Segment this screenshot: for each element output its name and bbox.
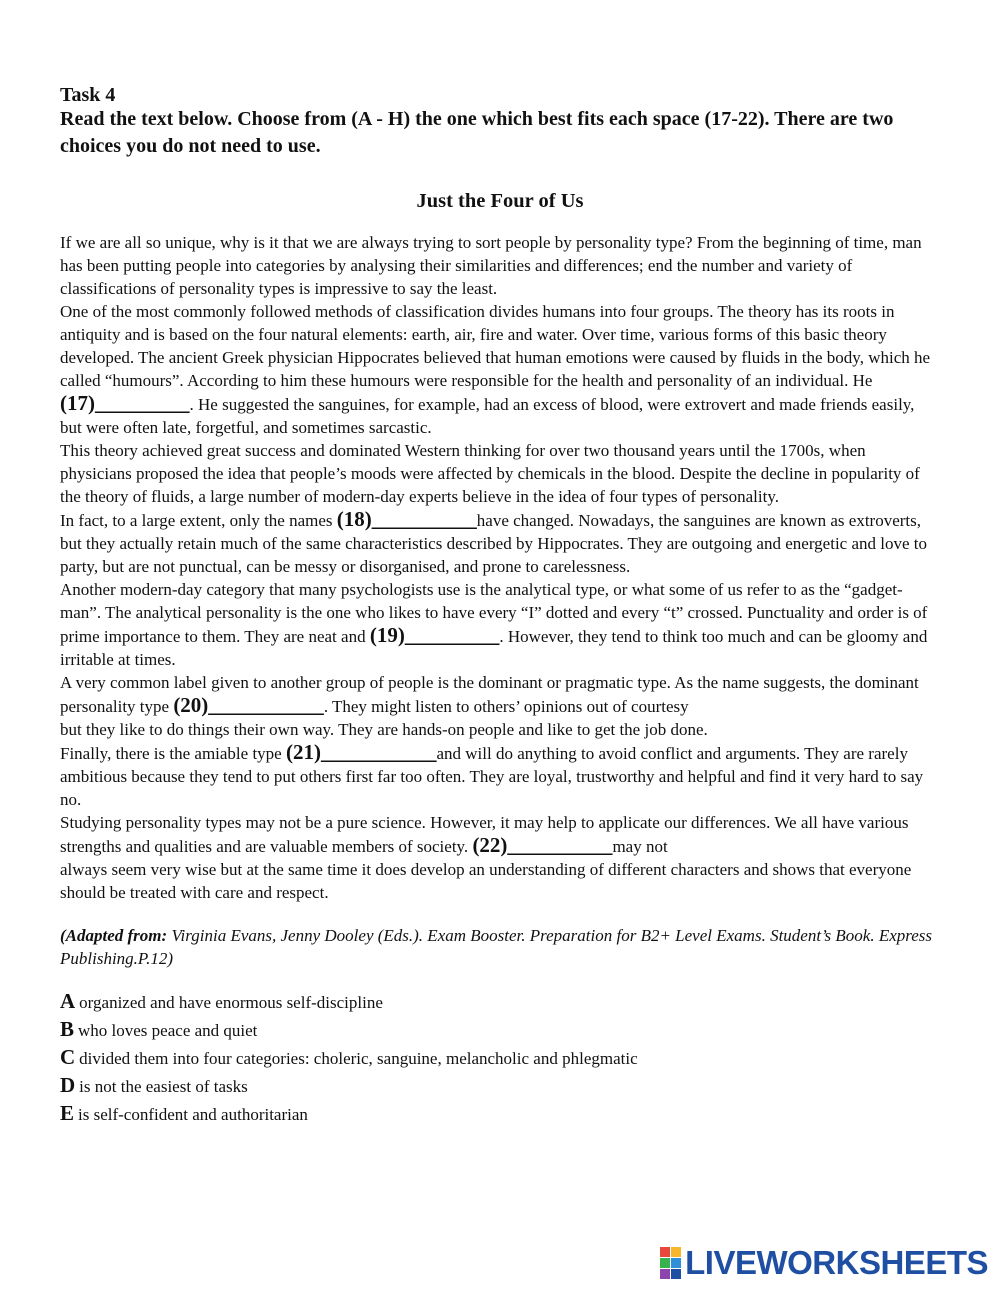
- option-a[interactable]: [60, 988, 940, 1016]
- source-citation: [60, 924, 940, 970]
- option-b[interactable]: [60, 1016, 940, 1044]
- paragraph-6-part-a: A very common label given to another group of people is the dominant or pragmatic type. As the name suggests, the dominant personality type: [60, 673, 919, 716]
- source-prefix: (Adapted from:: [60, 926, 168, 945]
- paragraph-7-part-a: Finally, there is the amiable type: [60, 744, 286, 763]
- paragraph-7: [60, 741, 940, 811]
- task-title: Task 4: [60, 84, 116, 106]
- paragraph-4-part-b: have changed. Nowadays, the sanguines are known as extroverts, but they actually retain much of the same characteristics described by Hippocrates. They are outgoing and energetic and love to party, but are not punctual, can be messy or disorganised, and prone to carelessness.: [60, 511, 927, 576]
- paragraph-7-part-b: and will do anything to avoid conflict and arguments. They are rarely ambitious because they tend to put others first far too often. They are loyal, trustworthy and helpful and find it very hard to say no.: [60, 744, 924, 809]
- gap-19[interactable]: (19)_________: [369, 623, 500, 647]
- paragraph-6-continued: but they like to do things their own way. They are hands-on people and like to get the job done.: [60, 720, 708, 739]
- logo-mark-icon: [660, 1247, 681, 1279]
- logo-mark-square: [660, 1247, 670, 1257]
- gap-20[interactable]: (20)___________: [173, 693, 324, 717]
- option-text: organized and have enormous self-discipline: [79, 993, 383, 1012]
- option-letter: A: [60, 989, 76, 1013]
- logo-mark-square: [671, 1258, 681, 1268]
- paragraph-5: [60, 578, 940, 671]
- paragraph-6: [60, 671, 940, 718]
- logo-mark-square: [671, 1269, 681, 1279]
- paragraph-8: [60, 811, 940, 858]
- option-text: who loves peace and quiet: [78, 1021, 258, 1040]
- paragraph-5-part-b: . However, they tend to think too much and can be gloomy and irritable at times.: [60, 627, 928, 669]
- logo-mark-square: [660, 1258, 670, 1268]
- paragraph-4: [60, 508, 940, 578]
- option-letter: E: [60, 1101, 75, 1125]
- gap-17[interactable]: (17)_________: [60, 391, 190, 415]
- paragraph-5-part-a: Another modern-day category that many psychologists use is the analytical type, or what some of us refer to as the “gadget-man”. The analytical personality is the one who likes to have every “I” dotted and every “t” crossed. Punctuality and order is of prime importance to them. They are neat and: [60, 580, 928, 646]
- option-letter: B: [60, 1017, 75, 1041]
- gap-21[interactable]: (21)___________: [285, 740, 437, 764]
- worksheet-page: [60, 84, 940, 1128]
- option-e[interactable]: [60, 1100, 940, 1128]
- option-text: is not the easiest of tasks: [79, 1077, 248, 1096]
- option-letter: C: [60, 1045, 76, 1069]
- reading-text: [60, 231, 940, 904]
- answer-options: [60, 988, 940, 1128]
- gap-22[interactable]: (22)__________: [472, 833, 613, 857]
- option-c[interactable]: [60, 1044, 940, 1072]
- liveworksheets-logo[interactable]: [660, 1244, 988, 1282]
- logo-mark-square: [671, 1247, 681, 1257]
- logo-text: LIVEWORKSHEETS: [685, 1244, 988, 1281]
- paragraph-2: [60, 300, 940, 439]
- paragraph-6-part-b: . They might listen to others’ opinions out of courtesy: [323, 697, 689, 716]
- option-d[interactable]: [60, 1072, 940, 1100]
- option-text: is self-confident and authoritarian: [78, 1105, 308, 1124]
- paragraph-3: This theory achieved great success and dominated Western thinking for over two thousand years until the 1700s, when physicians proposed the idea that people’s moods were affected by chemicals in the blood. Despite the decline in popularity of the theory of fluids, a large number of modern-day experts believe in the idea of four types of personality.: [60, 441, 920, 506]
- paragraph-8-part-b: may not: [612, 837, 668, 856]
- source-details: Virginia Evans, Jenny Dooley (Eds.). Exam Booster. Preparation for B2+ Level Exams. Student’s Book. Express Publishing.P.12): [60, 926, 933, 968]
- paragraph-8-continued: always seem very wise but at the same time it does develop an understanding of different characters and shows that everyone should be treated with care and respect.: [60, 860, 912, 902]
- task-instructions: Read the text below. Choose from (A - H) the one which best fits each space (17-22). There are two choices you do not need to use.: [60, 108, 894, 157]
- gap-18[interactable]: (18)__________: [336, 507, 477, 531]
- paragraph-2-part-a: One of the most commonly followed methods of classification divides humans into four groups. The theory has its roots in antiquity and is based on the four natural elements: earth, air, fire and water. Over time, various forms of this basic theory developed. The ancient Greek physician Hippocrates believed that human emotions were caused by fluids in the body, which he called “humours”. According to him these humours were responsible for the health and personality of an individual. He: [60, 302, 931, 390]
- text-title: Just the Four of Us: [416, 190, 584, 212]
- logo-mark-square: [660, 1269, 670, 1279]
- paragraph-1: If we are all so unique, why is it that we are always trying to sort people by personality type? From the beginning of time, man has been putting people into categories by analysing their similarities and differences; end the number and variety of classifications of personality types is impressive to say the least.: [60, 233, 922, 298]
- paragraph-2-part-b: . He suggested the sanguines, for example, had an excess of blood, were extrovert and made friends easily, but were often late, forgetful, and sometimes sarcastic.: [60, 395, 915, 437]
- option-text: divided them into four categories: choleric, sanguine, melancholic and phlegmatic: [79, 1049, 638, 1068]
- paragraph-8-part-a: Studying personality types may not be a pure science. However, it may help to applicate our differences. We all have various strengths and qualities and are valuable members of society.: [60, 813, 909, 856]
- paragraph-4-part-a: In fact, to a large extent, only the names: [60, 511, 337, 530]
- option-letter: D: [60, 1073, 76, 1097]
